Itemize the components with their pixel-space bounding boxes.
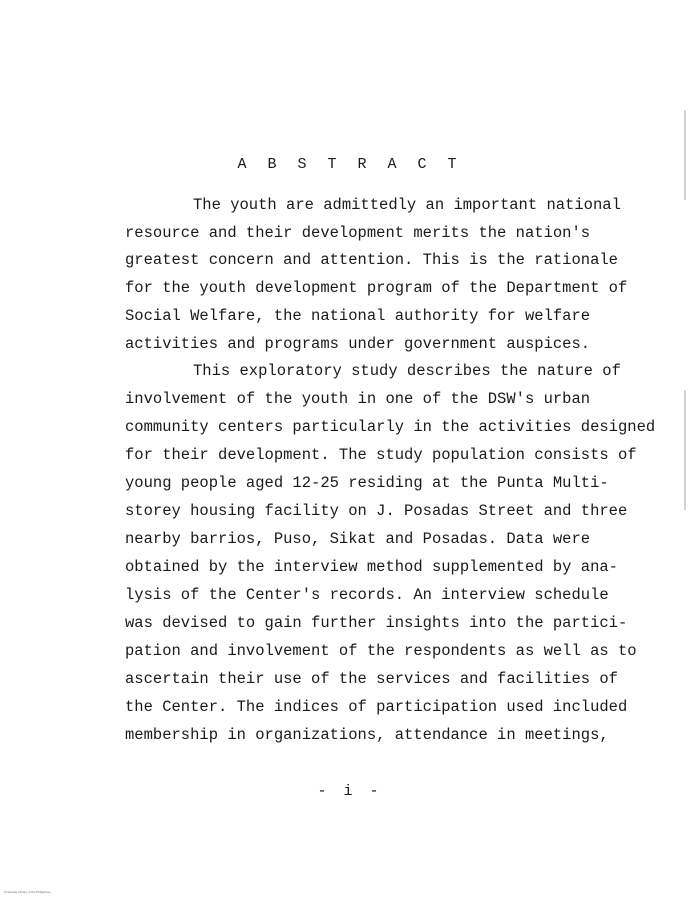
text-line: for the youth development program of the Department of bbox=[125, 279, 628, 297]
text-line: This exploratory study describes the nature of bbox=[193, 362, 621, 380]
scan-edge-mark bbox=[684, 390, 686, 510]
text-line: nearby barrios, Puso, Sikat and Posadas. Data were bbox=[125, 530, 591, 548]
footer-credit: University Library of the Philippines bbox=[4, 890, 51, 894]
scan-edge-mark bbox=[684, 110, 686, 200]
text-line: greatest concern and attention. This is the rationale bbox=[125, 251, 618, 269]
text-line: young people aged 12-25 residing at the Punta Multi- bbox=[125, 474, 609, 492]
text-line: membership in organizations, attendance in meetings, bbox=[125, 726, 609, 744]
text-line: lysis of the Center's records. An interview schedule bbox=[125, 586, 609, 604]
text-line: involvement of the youth in one of the DSW's urban bbox=[125, 390, 591, 408]
text-line: obtained by the interview method supplemented by ana- bbox=[125, 558, 618, 576]
text-line: was devised to gain further insights into the partici- bbox=[125, 614, 628, 632]
text-line: community centers particularly in the activities designed bbox=[125, 418, 656, 436]
page-number: - i - bbox=[317, 783, 383, 800]
text-line: activities and programs under government auspices. bbox=[125, 335, 591, 353]
text-line: the Center. The indices of participation used included bbox=[125, 698, 628, 716]
abstract-heading: A B S T R A C T bbox=[237, 156, 463, 173]
text-line: resource and their development merits the nation's bbox=[125, 224, 591, 242]
text-line: storey housing facility on J. Posadas Street and three bbox=[125, 502, 628, 520]
text-line: ascertain their use of the services and facilities of bbox=[125, 670, 618, 688]
text-line: pation and involvement of the respondents as well as to bbox=[125, 642, 637, 660]
text-line: Social Welfare, the national authority for welfare bbox=[125, 307, 591, 325]
text-line: The youth are admittedly an important national bbox=[193, 196, 621, 214]
text-line: for their development. The study population consists of bbox=[125, 446, 637, 464]
